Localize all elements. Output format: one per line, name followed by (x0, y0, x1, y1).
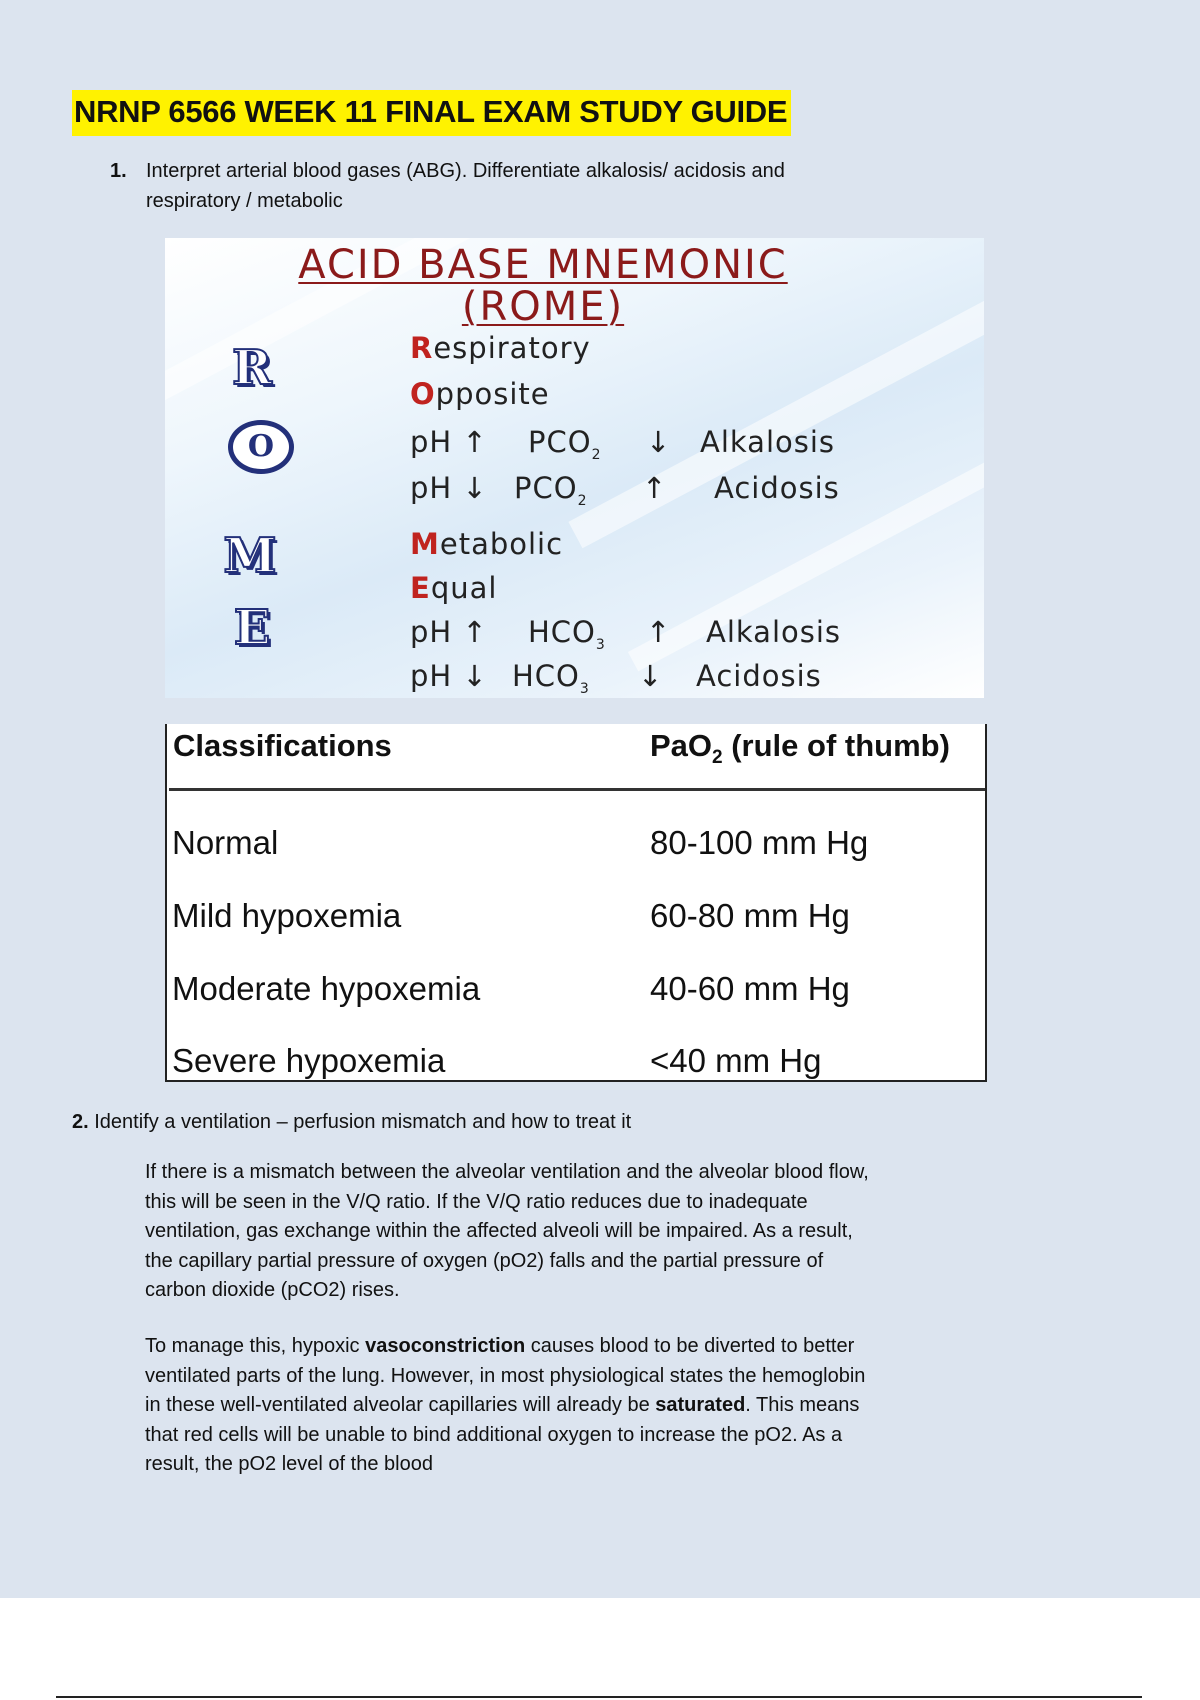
paragraph-vq-mismatch: If there is a mismatch between the alveolar ventilation and the alveolar blood flow, this will be seen in the V/Q ratio. If the V/Q ratio reduces due to inadequate ventilation, gas exchange within the affected alveoli will be impaired. As a result, the capillary partial pressure of oxygen (pO2) falls and the partial pressure of carbon dioxide (pCO2) rises. (145, 1161, 869, 1302)
letter-m-icon: M (223, 528, 277, 584)
mnemonic-subtitle: (ROME) (461, 284, 625, 330)
table-row-value: 60-80 mm Hg (650, 897, 850, 934)
question-2 (72, 1107, 631, 1137)
letter-e-icon: E (233, 600, 271, 656)
mnemonic-title: ACID BASE MNEMONIC (298, 242, 788, 288)
question-2-text: Identify a ventilation – perfusion mismatch and how to treat it (88, 1111, 632, 1133)
table-header-classifications: Classifications (173, 728, 392, 763)
table-row-value: 80-100 mm Hg (650, 824, 869, 861)
respiratory-acidosis-line: pH ↓ $PCO_2$ ↑ Acidosis (410, 471, 840, 509)
opposite-line: Opposite (410, 377, 550, 411)
paragraph-management: To manage this, hypoxic vasoconstriction causes blood to be diverted to better ventilated parts of the lung. However, in most physiological states the hemoglobin in these well-ventilated alveolar capillaries will already be saturated. This means that red cells will be unable to bind additional oxygen to increase the pO2. As a result, the pO2 level of the blood (145, 1335, 866, 1476)
table-row-label: Mild hypoxemia (172, 897, 402, 934)
page-title: NRNP 6566 WEEK 11 FINAL EXAM STUDY GUIDE (72, 90, 791, 136)
table-header-pao2: PaO$_2$ (rule of thumb) (650, 728, 950, 769)
question-2-number: 2. (72, 1111, 89, 1133)
footer-divider (56, 1696, 1142, 1698)
rome-mnemonic-figure (165, 238, 984, 698)
metabolic-acidosis-line: pH ↓ $HCO_3$ ↓ Acidosis (410, 659, 822, 697)
question-1-text: Interpret arterial blood gases (ABG). Differentiate alkalosis/ acidosis and respiratory / metabolic (146, 160, 785, 212)
table-row-label: Severe hypoxemia (172, 1042, 446, 1079)
table-row-label: Normal (172, 824, 279, 861)
metabolic-alkalosis-line: pH ↑ $HCO_3$ ↑ Alkalosis (410, 615, 842, 653)
question-1-number: 1. (110, 160, 127, 182)
respiratory-alkalosis-line: pH ↑ $PCO_2$ ↓ Alkalosis (410, 425, 836, 463)
letter-o-icon: O (228, 420, 294, 474)
metabolic-line: Metabolic (410, 527, 564, 561)
pao2-classification-table (165, 724, 987, 1082)
respiratory-line: Respiratory (410, 331, 591, 365)
equal-line: Equal (410, 571, 498, 605)
table-row-value: 40-60 mm Hg (650, 970, 850, 1007)
table-row-label: Moderate hypoxemia (172, 970, 481, 1007)
table-row-value: <40 mm Hg (650, 1042, 822, 1079)
letter-r-icon: R (232, 340, 272, 396)
table-header-divider (169, 788, 985, 791)
